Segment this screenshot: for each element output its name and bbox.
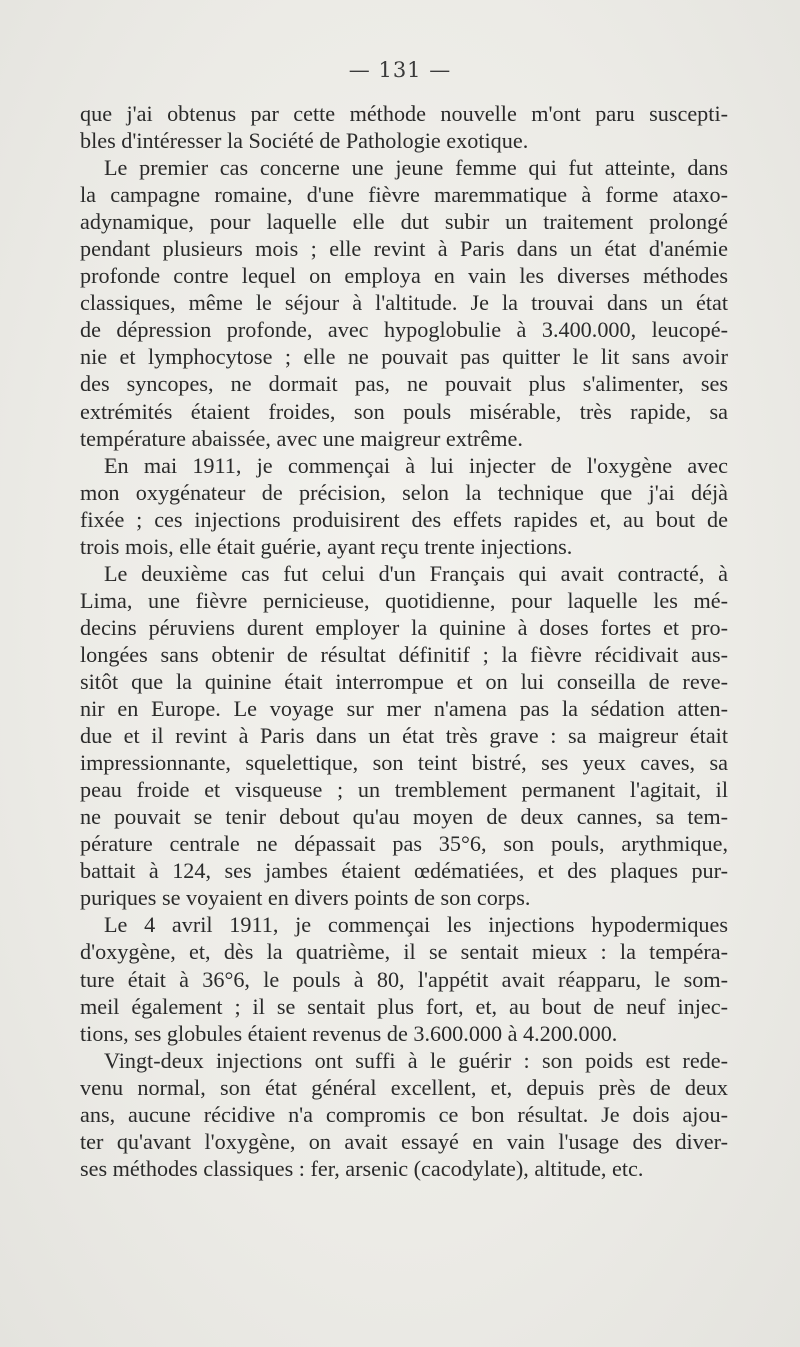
text-line: d'oxygène, et, dès la quatrième, il se sentait mieux : la tempéra- (80, 939, 728, 965)
text-line: En mai 1911, je commençai à lui injecter de l'oxygène avec (104, 452, 728, 478)
text-line: meil également ; il se sentait plus fort, et, au bout de neuf injec- (80, 993, 728, 1019)
text-line: fixée ; ces injections produisirent des effets rapides et, au bout de (80, 506, 728, 532)
text-line: ter qu'avant l'oxygène, on avait essayé en vain l'usage des diver- (80, 1128, 728, 1154)
text-line: Le premier cas concerne une jeune femme qui fut atteinte, dans (104, 155, 728, 181)
text-line: extrémités étaient froides, son pouls misérable, très rapide, sa (80, 398, 728, 424)
text-line: Lima, une fièvre pernicieuse, quotidienne, pour laquelle les mé- (80, 587, 728, 613)
text-line: due et il revint à Paris dans un état très grave : sa maigreur était (80, 723, 728, 749)
text-line: sitôt que la quinine était interrompue et on lui conseilla de reve- (80, 668, 728, 694)
text-line: Vingt-deux injections ont suffi à le guérir : son poids est rede- (104, 1047, 728, 1073)
text-line: de dépression profonde, avec hypoglobulie à 3.400.000, leucopé- (80, 317, 728, 343)
text-line: bles d'intéresser la Société de Pathologie exotique. (80, 128, 529, 154)
text-line: longées sans obtenir de résultat définitif ; la fièvre récidivait aus- (80, 641, 728, 667)
text-line: peau froide et visqueuse ; un tremblement permanent l'agitait, il (80, 777, 728, 803)
text-line: adynamique, pour laquelle elle dut subir un traitement prolongé (80, 209, 728, 235)
text-line: Le deuxième cas fut celui d'un Français qui avait contracté, à (104, 560, 728, 586)
text-line: battait à 124, ses jambes étaient œdématiées, et des plaques pur- (80, 858, 728, 884)
text-line: pendant plusieurs mois ; elle revint à Paris dans un état d'anémie (80, 236, 728, 262)
text-line: impressionnante, squelettique, son teint bistré, ses yeux caves, sa (80, 750, 728, 776)
text-line: des syncopes, ne dormait pas, ne pouvait plus s'alimenter, ses (80, 371, 728, 397)
text-line: pérature centrale ne dépassait pas 35°6, son pouls, arythmique, (80, 831, 728, 857)
text-line: ne pouvait se tenir debout qu'au moyen de deux cannes, sa tem- (80, 804, 728, 830)
text-line: trois mois, elle était guérie, ayant reçu trente injections. (80, 533, 573, 559)
text-line: mon oxygénateur de précision, selon la technique que j'ai déjà (80, 479, 728, 505)
text-line: ses méthodes classiques : fer, arsenic (cacodylate), altitude, etc. (80, 1155, 644, 1181)
text-line: profonde contre lequel on employa en vain les diverses méthodes (80, 263, 728, 289)
text-line: puriques se voyaient en divers points de son corps. (80, 885, 531, 911)
text-line: Le 4 avril 1911, je commençai les injections hypodermiques (104, 912, 728, 938)
text-line: nir en Europe. Le voyage sur mer n'amena pas la sédation atten- (80, 696, 728, 722)
text-line: ture était à 36°6, le pouls à 80, l'appétit avait réapparu, le som- (80, 966, 728, 992)
text-line: température abaissée, avec une maigreur extrême. (80, 425, 523, 451)
text-line: nie et lymphocytose ; elle ne pouvait pas quitter le lit sans avoir (80, 344, 728, 370)
page-number: — 131 — (348, 58, 452, 82)
text-line: tions, ses globules étaient revenus de 3.600.000 à 4.200.000. (80, 1020, 618, 1046)
text-line: decins péruviens durent employer la quinine à doses fortes et pro- (80, 614, 728, 640)
text-line: ans, aucune récidive n'a compromis ce bon résultat. Je dois ajou- (80, 1101, 728, 1127)
text-line: la campagne romaine, d'une fièvre maremmatique à forme ataxo- (80, 182, 728, 208)
text-line: venu normal, son état général excellent, et, depuis près de deux (80, 1074, 728, 1100)
text-line: classiques, même le séjour à l'altitude. Je la trouvai dans un état (80, 290, 728, 316)
body-text (80, 100, 728, 1182)
text-line: que j'ai obtenus par cette méthode nouvelle m'ont paru suscepti- (80, 101, 728, 126)
